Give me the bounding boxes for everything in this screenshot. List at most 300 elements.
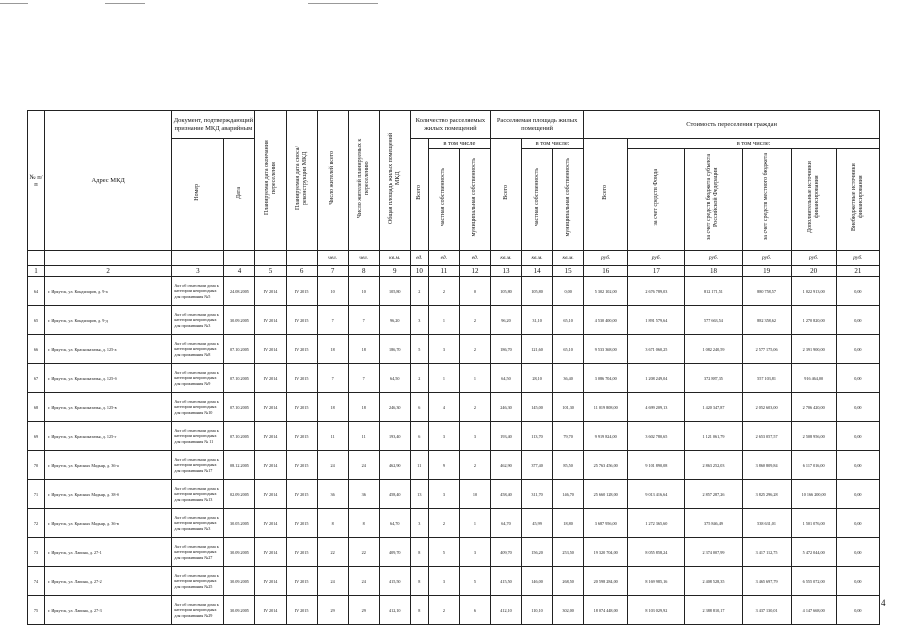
cell-cm: 3 bbox=[459, 422, 490, 451]
cell-dem: IV 2015 bbox=[286, 306, 317, 335]
cell-am: 65,10 bbox=[553, 335, 584, 364]
cell-cost: 3 687 956,00 bbox=[584, 509, 628, 538]
cell-addr: г. Иркутск, ул. Лапина, д. 27-2 bbox=[45, 567, 172, 596]
cell-fund: 2 676 789,03 bbox=[628, 277, 685, 306]
cell-end: IV 2014 bbox=[255, 364, 286, 393]
cell-nb: 0,00 bbox=[836, 480, 879, 509]
cell-am: 302,00 bbox=[553, 596, 584, 625]
cell-subj: 2 388 810,17 bbox=[685, 596, 742, 625]
cell-date: 07.10.2005 bbox=[224, 364, 255, 393]
cell-cost: 9 919 824,00 bbox=[584, 422, 628, 451]
cell-doc: Акт об отнесении дома к категории непригодных для проживания №5 bbox=[172, 277, 224, 306]
cell-res: 7 bbox=[317, 364, 348, 393]
cell-cp: 1 bbox=[428, 306, 459, 335]
table-row bbox=[28, 364, 880, 393]
cost-fund-header: за счет средств Фонда bbox=[628, 149, 685, 251]
cell-loc: 3 437 130,01 bbox=[742, 596, 791, 625]
cell-end: IV 2014 bbox=[255, 277, 286, 306]
units-row bbox=[28, 251, 880, 266]
cell-resp: 22 bbox=[348, 538, 379, 567]
cell-n: 65 bbox=[28, 306, 45, 335]
table-row bbox=[28, 422, 880, 451]
cell-ct: 11 bbox=[410, 451, 428, 480]
doc-number-header: Номер bbox=[172, 139, 224, 251]
cell-cm: 2 bbox=[459, 306, 490, 335]
cell-ct: 8 bbox=[410, 596, 428, 625]
cell-area: 193,40 bbox=[379, 422, 410, 451]
cell-cp: 3 bbox=[428, 335, 459, 364]
cell-cm: 2 bbox=[459, 393, 490, 422]
cell-cp: 3 bbox=[428, 567, 459, 596]
planned-end-header: Планируемая дата окончания переселения bbox=[255, 111, 286, 251]
cell-am: 146,70 bbox=[553, 480, 584, 509]
cell-cm: 1 bbox=[459, 509, 490, 538]
cell-cp: 3 bbox=[428, 422, 459, 451]
cell-ext: 2 508 956,00 bbox=[791, 422, 836, 451]
cell-resp: 24 bbox=[348, 451, 379, 480]
cell-am: 253,50 bbox=[553, 538, 584, 567]
cell-ct: 2 bbox=[410, 364, 428, 393]
cell-resp: 24 bbox=[348, 567, 379, 596]
cell-nb: 0,00 bbox=[836, 567, 879, 596]
cell-cm: 6 bbox=[459, 596, 490, 625]
count-group-header: Количество расселяемых жилых помещений bbox=[410, 111, 490, 139]
cell-res: 22 bbox=[317, 538, 348, 567]
col-number: 9 bbox=[379, 266, 410, 277]
cell-ext: 1 501 076,00 bbox=[791, 509, 836, 538]
cell-doc: Акт об отнесении дома к категории непригодных для проживания №27 bbox=[172, 538, 224, 567]
col-number: 14 bbox=[522, 266, 553, 277]
count-total-header: Всего bbox=[410, 139, 428, 251]
col-number: 17 bbox=[628, 266, 685, 277]
cell-end: IV 2014 bbox=[255, 335, 286, 364]
cell-ap: 146,00 bbox=[522, 567, 553, 596]
residents-total-header: Число жителей всего bbox=[317, 111, 348, 251]
cell-subj: 812 171,51 bbox=[685, 277, 742, 306]
unit-cell: кв.м. bbox=[553, 251, 584, 266]
cell-n: 67 bbox=[28, 364, 45, 393]
col-number: 2 bbox=[45, 266, 172, 277]
cell-ct: 8 bbox=[410, 567, 428, 596]
cell-dem: IV 2015 bbox=[286, 422, 317, 451]
unit-cell: ед. bbox=[428, 251, 459, 266]
cell-am: 101,30 bbox=[553, 393, 584, 422]
col-number: 12 bbox=[459, 266, 490, 277]
cell-ap: 311,70 bbox=[522, 480, 553, 509]
cell-loc: 3 860 809,84 bbox=[742, 451, 791, 480]
cell-cm: 2 bbox=[459, 451, 490, 480]
cell-area: 64,50 bbox=[379, 364, 410, 393]
edge-mark bbox=[105, 3, 145, 4]
cell-n: 70 bbox=[28, 451, 45, 480]
cell-cp: 2 bbox=[428, 509, 459, 538]
cell-end: IV 2014 bbox=[255, 306, 286, 335]
edge-mark bbox=[308, 3, 378, 4]
cell-end: IV 2014 bbox=[255, 509, 286, 538]
cell-am: 18,80 bbox=[553, 509, 584, 538]
cell-ct: 6 bbox=[410, 393, 428, 422]
col-number: 19 bbox=[742, 266, 791, 277]
page-number: 4 bbox=[881, 598, 886, 608]
cell-addr: г. Иркутск, ул. Красноказачья, д. 125-а bbox=[45, 335, 172, 364]
cell-doc: Акт об отнесении дома к категории непригодных для проживания №29 bbox=[172, 596, 224, 625]
cell-cost: 18 074 448,00 bbox=[584, 596, 628, 625]
cell-res: 7 bbox=[317, 306, 348, 335]
cell-res: 8 bbox=[317, 509, 348, 538]
col-number: 13 bbox=[490, 266, 521, 277]
cell-fund: 1 891 579,64 bbox=[628, 306, 685, 335]
cell-end: IV 2014 bbox=[255, 480, 286, 509]
cell-end: IV 2014 bbox=[255, 393, 286, 422]
unit-cell: руб. bbox=[742, 251, 791, 266]
cell-dem: IV 2015 bbox=[286, 596, 317, 625]
cell-res: 11 bbox=[317, 422, 348, 451]
cell-ct: 2 bbox=[410, 277, 428, 306]
cell-ext: 6 117 016,00 bbox=[791, 451, 836, 480]
cell-ap: 113,70 bbox=[522, 422, 553, 451]
cell-cp: 9 bbox=[428, 451, 459, 480]
cell-cost: 9 533 368,00 bbox=[584, 335, 628, 364]
cell-resp: 18 bbox=[348, 393, 379, 422]
col-number: 6 bbox=[286, 266, 317, 277]
cell-subj: 2 863 252,03 bbox=[685, 451, 742, 480]
cell-nb: 0,00 bbox=[836, 451, 879, 480]
cell-area: 462,90 bbox=[379, 451, 410, 480]
cell-date: 07.10.2005 bbox=[224, 422, 255, 451]
cell-cost: 19 320 704,00 bbox=[584, 538, 628, 567]
cell-doc: Акт об отнесении дома к категории непригодных для проживания №8 bbox=[172, 335, 224, 364]
cell-ct: 3 bbox=[410, 509, 428, 538]
cell-ct: 6 bbox=[410, 422, 428, 451]
col-number: 3 bbox=[172, 266, 224, 277]
cell-nb: 0,00 bbox=[836, 306, 879, 335]
cell-date: 30.09.2005 bbox=[224, 567, 255, 596]
col-number: 8 bbox=[348, 266, 379, 277]
cell-dem: IV 2015 bbox=[286, 480, 317, 509]
cell-dem: IV 2015 bbox=[286, 335, 317, 364]
cell-ap: 156,20 bbox=[522, 538, 553, 567]
cell-ct: 3 bbox=[410, 306, 428, 335]
cost-total-header: Всего bbox=[584, 139, 628, 251]
cell-addr: г. Иркутск, ул. Лапина, д. 27-3 bbox=[45, 596, 172, 625]
cell-cm: 0 bbox=[459, 277, 490, 306]
unit-cell: ед. bbox=[459, 251, 490, 266]
cell-loc: 3 417 112,75 bbox=[742, 538, 791, 567]
cell-nb: 0,00 bbox=[836, 393, 879, 422]
table-row bbox=[28, 596, 880, 625]
cell-cm: 2 bbox=[459, 335, 490, 364]
cell-fund: 4 699 209,13 bbox=[628, 393, 685, 422]
col-num-header: № п/п bbox=[28, 111, 45, 251]
cell-n: 71 bbox=[28, 480, 45, 509]
cell-ext: 2 391 900,00 bbox=[791, 335, 836, 364]
cell-loc: 3 825 296,28 bbox=[742, 480, 791, 509]
cost-in-number-header: в том числе: bbox=[628, 139, 880, 149]
cell-res: 10 bbox=[317, 277, 348, 306]
cell-resp: 8 bbox=[348, 509, 379, 538]
doc-group-header: Документ, подтверждающий признание МКД аварийным bbox=[172, 111, 255, 139]
cell-end: IV 2014 bbox=[255, 538, 286, 567]
area-total-header: Всего bbox=[490, 139, 521, 251]
cell-area: 96,20 bbox=[379, 306, 410, 335]
cell-subj: 372 887,35 bbox=[685, 364, 742, 393]
cell-addr: г. Иркутск, ул. Кондиларов, д. 9-д bbox=[45, 306, 172, 335]
cell-resp: 7 bbox=[348, 364, 379, 393]
unit-cell: руб. bbox=[836, 251, 879, 266]
cell-dem: IV 2015 bbox=[286, 538, 317, 567]
area-group-header: Расселяемая площадь жилых помещений bbox=[490, 111, 583, 139]
cell-doc: Акт об отнесении дома к категории непригодных для проживания №3 bbox=[172, 509, 224, 538]
cell-area: 415,50 bbox=[379, 567, 410, 596]
cell-res: 36 bbox=[317, 480, 348, 509]
column-numbers-row bbox=[28, 266, 880, 277]
cell-ext: 6 555 072,00 bbox=[791, 567, 836, 596]
cell-cost: 25 660 128,00 bbox=[584, 480, 628, 509]
edge-mark bbox=[0, 3, 28, 4]
cell-end: IV 2014 bbox=[255, 596, 286, 625]
cell-area: 105,80 bbox=[379, 277, 410, 306]
table-row bbox=[28, 538, 880, 567]
cell-n: 74 bbox=[28, 567, 45, 596]
cell-nb: 0,00 bbox=[836, 509, 879, 538]
table-row bbox=[28, 335, 880, 364]
cell-ext: 4 147 668,00 bbox=[791, 596, 836, 625]
cell-n: 72 bbox=[28, 509, 45, 538]
cell-fund: 8 103 029,92 bbox=[628, 596, 685, 625]
cell-loc: 2 052 603,00 bbox=[742, 393, 791, 422]
cell-subj: 1 420 347,87 bbox=[685, 393, 742, 422]
cell-am: 65,10 bbox=[553, 306, 584, 335]
area-in-number-header: в том числе: bbox=[522, 139, 584, 149]
cell-cost: 4 530 400,00 bbox=[584, 306, 628, 335]
cell-nb: 0,00 bbox=[836, 335, 879, 364]
cell-at: 415,50 bbox=[490, 567, 521, 596]
col-number: 10 bbox=[410, 266, 428, 277]
cell-at: 458,40 bbox=[490, 480, 521, 509]
cell-at: 409,70 bbox=[490, 538, 521, 567]
cell-fund: 3 602 780,65 bbox=[628, 422, 685, 451]
cell-subj: 2 857 287,26 bbox=[685, 480, 742, 509]
cell-fund: 8 169 985,16 bbox=[628, 567, 685, 596]
cell-fund: 1 208 249,04 bbox=[628, 364, 685, 393]
cell-area: 64,70 bbox=[379, 509, 410, 538]
cell-nb: 0,00 bbox=[836, 422, 879, 451]
cell-ap: 105,80 bbox=[522, 277, 553, 306]
cell-end: IV 2014 bbox=[255, 422, 286, 451]
count-municipal-header: муниципальная собственность bbox=[459, 149, 490, 251]
col-number: 15 bbox=[553, 266, 584, 277]
table-row bbox=[28, 306, 880, 335]
cell-dem: IV 2015 bbox=[286, 509, 317, 538]
unit-cell: чел. bbox=[348, 251, 379, 266]
cell-date: 30.09.2005 bbox=[224, 596, 255, 625]
cell-ap: 145,00 bbox=[522, 393, 553, 422]
table-row bbox=[28, 509, 880, 538]
cell-cm: 10 bbox=[459, 480, 490, 509]
cell-am: 85,50 bbox=[553, 451, 584, 480]
cell-resp: 36 bbox=[348, 480, 379, 509]
cell-dem: IV 2015 bbox=[286, 364, 317, 393]
cost-subject-header: за счет средств бюджета субъекта Российской Федерации bbox=[685, 149, 742, 251]
cell-at: 186,70 bbox=[490, 335, 521, 364]
cell-fund: 9 013 416,64 bbox=[628, 480, 685, 509]
cell-resp: 29 bbox=[348, 596, 379, 625]
cell-end: IV 2014 bbox=[255, 451, 286, 480]
cell-loc: 2 653 057,57 bbox=[742, 422, 791, 451]
cell-am: 0,00 bbox=[553, 277, 584, 306]
cell-date: 30.05.2005 bbox=[224, 509, 255, 538]
unit-cell: чел. bbox=[317, 251, 348, 266]
cell-res: 29 bbox=[317, 596, 348, 625]
col-number: 20 bbox=[791, 266, 836, 277]
cell-at: 462,90 bbox=[490, 451, 521, 480]
col-number: 1 bbox=[28, 266, 45, 277]
cell-loc: 2 577 175,06 bbox=[742, 335, 791, 364]
cell-resp: 10 bbox=[348, 277, 379, 306]
cell-n: 69 bbox=[28, 422, 45, 451]
cell-fund: 8 055 858,24 bbox=[628, 538, 685, 567]
top-edge-marks bbox=[0, 0, 905, 10]
cell-doc: Акт об отнесении дома к категории непригодных для проживания №10 bbox=[172, 393, 224, 422]
residents-planned-header: Число жителей планируемых к переселению bbox=[348, 111, 379, 251]
cell-date: 02.09.2005 bbox=[224, 480, 255, 509]
table-row bbox=[28, 393, 880, 422]
cell-n: 73 bbox=[28, 538, 45, 567]
cell-end: IV 2014 bbox=[255, 567, 286, 596]
cell-addr: г. Иркутск, ул. Красноказачья, д. 125-б bbox=[45, 364, 172, 393]
cell-area: 246,30 bbox=[379, 393, 410, 422]
cell-cp: 1 bbox=[428, 364, 459, 393]
cell-loc: 538 631,01 bbox=[742, 509, 791, 538]
cell-cm: 5 bbox=[459, 567, 490, 596]
cell-loc: 882 358,62 bbox=[742, 306, 791, 335]
cell-subj: 1 082 240,59 bbox=[685, 335, 742, 364]
cell-date: 08.12.2005 bbox=[224, 451, 255, 480]
planned-demolition-header: Планируемая дата сноса/реконструкции МКД bbox=[286, 111, 317, 251]
unit-cell: руб. bbox=[628, 251, 685, 266]
cell-dem: IV 2015 bbox=[286, 277, 317, 306]
cell-fund: 9 101 890,08 bbox=[628, 451, 685, 480]
cost-local-header: за счет средств местного бюджета bbox=[742, 149, 791, 251]
cell-ext: 2 706 420,00 bbox=[791, 393, 836, 422]
cell-cp: 2 bbox=[428, 596, 459, 625]
cell-am: 268,50 bbox=[553, 567, 584, 596]
table-row bbox=[28, 451, 880, 480]
cell-ext: 1 022 913,00 bbox=[791, 277, 836, 306]
cell-addr: г. Иркутск, ул. Кондиларов, д. 9-а bbox=[45, 277, 172, 306]
cell-n: 64 bbox=[28, 277, 45, 306]
col-number: 11 bbox=[428, 266, 459, 277]
cell-at: 96,20 bbox=[490, 306, 521, 335]
cell-resp: 18 bbox=[348, 335, 379, 364]
cell-res: 24 bbox=[317, 567, 348, 596]
cell-cp: 5 bbox=[428, 538, 459, 567]
cell-at: 412,10 bbox=[490, 596, 521, 625]
resettlement-table bbox=[27, 110, 880, 625]
cell-cost: 20 598 284,00 bbox=[584, 567, 628, 596]
cell-nb: 0,00 bbox=[836, 277, 879, 306]
cell-res: 18 bbox=[317, 335, 348, 364]
unit-cell: кв.м. bbox=[379, 251, 410, 266]
cell-fund: 3 671 060,25 bbox=[628, 335, 685, 364]
cell-n: 66 bbox=[28, 335, 45, 364]
cost-nonbudget-header: Внебюджетные источники финансирования bbox=[836, 149, 879, 251]
cell-am: 79,70 bbox=[553, 422, 584, 451]
unit-cell: кв.м. bbox=[522, 251, 553, 266]
cell-date: 07.10.2005 bbox=[224, 393, 255, 422]
cell-cost: 5 302 102,00 bbox=[584, 277, 628, 306]
cell-subj: 577 663,54 bbox=[685, 306, 742, 335]
col-address-header: Адрес МКД bbox=[45, 111, 172, 251]
cell-ext: 916 464,00 bbox=[791, 364, 836, 393]
cell-at: 105,80 bbox=[490, 277, 521, 306]
cell-cm: 3 bbox=[459, 538, 490, 567]
cell-ext: 5 472 044,00 bbox=[791, 538, 836, 567]
cell-area: 412,10 bbox=[379, 596, 410, 625]
col-number: 16 bbox=[584, 266, 628, 277]
cell-addr: г. Иркутск, ул. Красных Мадьяр, д. 36-а bbox=[45, 451, 172, 480]
cell-nb: 0,00 bbox=[836, 364, 879, 393]
cell-dem: IV 2015 bbox=[286, 393, 317, 422]
cell-addr: г. Иркутск, ул. Красных Мадьяр, д. 36-в bbox=[45, 509, 172, 538]
cell-cp: 3 bbox=[428, 480, 459, 509]
cell-loc: 557 103,81 bbox=[742, 364, 791, 393]
cell-doc: Акт об отнесении дома к категории непригодных для проживания №3 bbox=[172, 306, 224, 335]
col-number: 21 bbox=[836, 266, 879, 277]
cell-area: 458,40 bbox=[379, 480, 410, 509]
cell-cm: 1 bbox=[459, 364, 490, 393]
cell-ct: 13 bbox=[410, 480, 428, 509]
table-row bbox=[28, 480, 880, 509]
cell-n: 68 bbox=[28, 393, 45, 422]
cell-nb: 0,00 bbox=[836, 538, 879, 567]
cell-addr: г. Иркутск, ул. Красных Мадьяр, д. 38-б bbox=[45, 480, 172, 509]
area-private-header: частная собственность bbox=[522, 149, 553, 251]
cell-cost: 11 019 808,00 bbox=[584, 393, 628, 422]
cell-doc: Акт об отнесении дома к категории непригодных для проживания №13 bbox=[172, 480, 224, 509]
cell-resp: 11 bbox=[348, 422, 379, 451]
cell-res: 18 bbox=[317, 393, 348, 422]
col-number: 7 bbox=[317, 266, 348, 277]
cell-addr: г. Иркутск, ул. Лапина, д. 27-1 bbox=[45, 538, 172, 567]
cell-doc: Акт об отнесении дома к категории непригодных для проживания №25 bbox=[172, 567, 224, 596]
unit-cell: ед. bbox=[410, 251, 428, 266]
col-number: 18 bbox=[685, 266, 742, 277]
cell-ap: 110,10 bbox=[522, 596, 553, 625]
cell-nb: 0,00 bbox=[836, 596, 879, 625]
count-in-number-header: в том числе bbox=[428, 139, 490, 149]
cell-ct: 8 bbox=[410, 538, 428, 567]
cell-subj: 375 846,49 bbox=[685, 509, 742, 538]
cell-addr: г. Иркутск, ул. Красноказачья, д. 125-г bbox=[45, 422, 172, 451]
cell-ct: 5 bbox=[410, 335, 428, 364]
cell-loc: 3 465 697,79 bbox=[742, 567, 791, 596]
cell-area: 186,70 bbox=[379, 335, 410, 364]
cell-date: 07.10.2005 bbox=[224, 335, 255, 364]
cell-dem: IV 2015 bbox=[286, 451, 317, 480]
col-number: 5 bbox=[255, 266, 286, 277]
cell-date: 30.09.2005 bbox=[224, 306, 255, 335]
unit-cell: руб. bbox=[584, 251, 628, 266]
unit-cell: руб. bbox=[791, 251, 836, 266]
cell-date: 30.09.2005 bbox=[224, 538, 255, 567]
cell-addr: г. Иркутск, ул. Красноказачья, д. 125-в bbox=[45, 393, 172, 422]
table-row bbox=[28, 277, 880, 306]
cell-ap: 31,10 bbox=[522, 306, 553, 335]
table-body bbox=[28, 277, 880, 625]
area-municipal-header: муниципальная собственность bbox=[553, 149, 584, 251]
table-row bbox=[28, 567, 880, 596]
